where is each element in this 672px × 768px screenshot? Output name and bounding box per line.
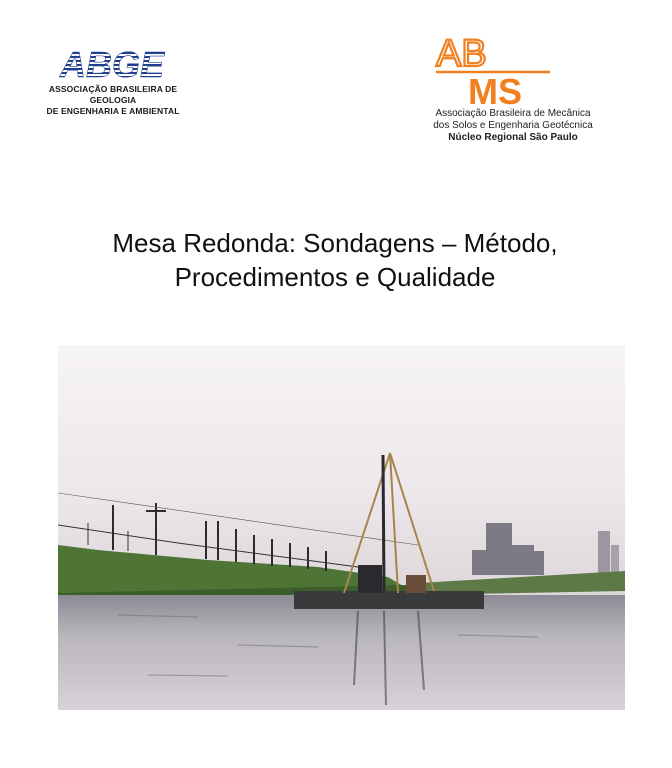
abge-caption-line2: DE ENGENHARIA E AMBIENTAL — [46, 106, 180, 116]
document-title — [40, 226, 630, 294]
abge-logo-text: ABGE — [59, 44, 165, 82]
abms-logo-text-bottom: MS — [468, 71, 522, 108]
abms-logo-text-top: AB — [436, 36, 487, 75]
abms-caption-line1: Associação Brasileira de Mecânica — [435, 108, 591, 119]
abge-logo — [28, 44, 198, 116]
abge-caption-line1: ASSOCIAÇÃO BRASILEIRA DE GEOLOGIA — [48, 84, 178, 105]
title-line2: Procedimentos e Qualidade — [174, 262, 496, 292]
abge-logo-mark — [58, 44, 168, 82]
title-line1: Mesa Redonda: Sondagens – Método, — [112, 228, 558, 258]
abms-caption — [418, 108, 608, 144]
barge — [294, 591, 484, 609]
river-water — [58, 595, 625, 710]
abms-logo-mark — [432, 36, 562, 108]
drilling-rig-river-photo — [58, 345, 625, 710]
abms-caption-line2: dos Solos e Engenharia Geotécnica — [433, 120, 593, 131]
cover-photo — [58, 345, 625, 710]
abge-caption — [28, 84, 198, 117]
abms-logo — [418, 36, 608, 146]
abms-caption-line3: Núcleo Regional São Paulo — [448, 132, 578, 143]
